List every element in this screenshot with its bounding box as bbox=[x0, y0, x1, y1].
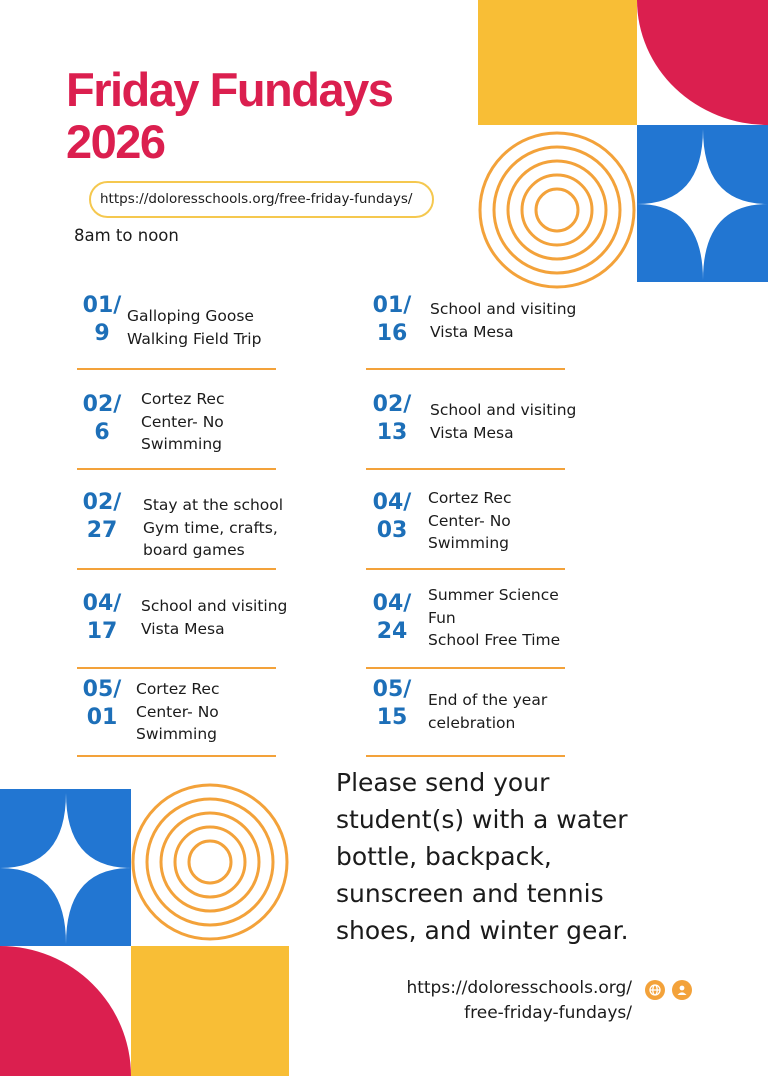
event-date bbox=[370, 292, 414, 348]
divider bbox=[77, 468, 276, 470]
footer-link[interactable] bbox=[360, 976, 632, 1026]
event-date bbox=[80, 590, 124, 646]
event-date bbox=[370, 391, 414, 447]
divider bbox=[77, 368, 276, 370]
event-description: School and visiting Vista Mesa bbox=[430, 401, 577, 442]
event-date bbox=[370, 489, 414, 545]
event-description: End of the year celebration bbox=[428, 691, 548, 732]
event-month: 02/ bbox=[82, 490, 122, 515]
event-day: 01 bbox=[86, 705, 118, 730]
divider bbox=[366, 667, 565, 669]
divider bbox=[366, 568, 565, 570]
event-description: Galloping Goose Walking Field Trip bbox=[127, 307, 262, 348]
event-date bbox=[80, 391, 124, 447]
event-month: 04/ bbox=[82, 591, 122, 616]
event-month: 05/ bbox=[82, 677, 122, 702]
event-day: 17 bbox=[86, 619, 118, 644]
event-date bbox=[80, 292, 124, 348]
event-day: 6 bbox=[94, 420, 110, 445]
event-month: 01/ bbox=[82, 293, 122, 318]
footer-url-line: https://doloresschools.org/ bbox=[406, 978, 632, 998]
event-day: 03 bbox=[376, 518, 408, 543]
divider bbox=[77, 667, 276, 669]
page-title bbox=[66, 64, 392, 168]
divider bbox=[77, 568, 276, 570]
event-day: 15 bbox=[376, 705, 408, 730]
event-description: Cortez Rec Center- No Swimming bbox=[141, 390, 225, 453]
event-month: 02/ bbox=[372, 392, 412, 417]
event-description: Cortez Rec Center- No Swimming bbox=[136, 680, 220, 743]
yellow-square bbox=[478, 0, 637, 125]
event-description: School and visiting Vista Mesa bbox=[141, 597, 288, 638]
event-date bbox=[370, 590, 414, 646]
event-month: 01/ bbox=[372, 293, 412, 318]
event-date bbox=[80, 489, 124, 545]
footer-url-line: free-friday-fundays/ bbox=[464, 1003, 632, 1023]
event-date bbox=[80, 676, 124, 732]
divider bbox=[366, 468, 565, 470]
red-quarter-circle bbox=[637, 0, 768, 125]
event-month: 02/ bbox=[82, 392, 122, 417]
event-day: 16 bbox=[376, 321, 408, 346]
event-day: 24 bbox=[376, 619, 408, 644]
event-month: 04/ bbox=[372, 591, 412, 616]
globe-icon[interactable] bbox=[645, 980, 665, 1000]
divider bbox=[366, 755, 565, 757]
concentric-rings bbox=[133, 785, 287, 939]
event-day: 9 bbox=[94, 321, 110, 346]
divider bbox=[77, 755, 276, 757]
packing-note: Please send your student(s) with a water bottle, backpack, sunscreen and tennis shoes, and winter gear. bbox=[336, 768, 629, 945]
person-icon[interactable] bbox=[672, 980, 692, 1000]
concentric-rings bbox=[480, 133, 634, 287]
red-quarter-circle bbox=[0, 946, 131, 1076]
event-description: Summer Science Fun School Free Time bbox=[428, 586, 561, 649]
event-day: 27 bbox=[86, 518, 118, 543]
event-description: Stay at the school Gym time, crafts, board games bbox=[143, 496, 284, 559]
title-year: 2026 bbox=[66, 115, 165, 168]
event-date bbox=[370, 676, 414, 732]
event-description: Cortez Rec Center- No Swimming bbox=[428, 489, 512, 552]
event-month: 05/ bbox=[372, 677, 412, 702]
yellow-square bbox=[131, 946, 289, 1076]
title-line: Friday Fundays bbox=[66, 63, 393, 116]
website-link[interactable]: https://doloresschools.org/free-friday-fundays/ bbox=[89, 181, 434, 218]
event-day: 13 bbox=[376, 420, 408, 445]
event-hours: 8am to noon bbox=[74, 226, 179, 245]
event-month: 04/ bbox=[372, 490, 412, 515]
divider bbox=[366, 368, 565, 370]
event-description: School and visiting Vista Mesa bbox=[430, 300, 577, 341]
